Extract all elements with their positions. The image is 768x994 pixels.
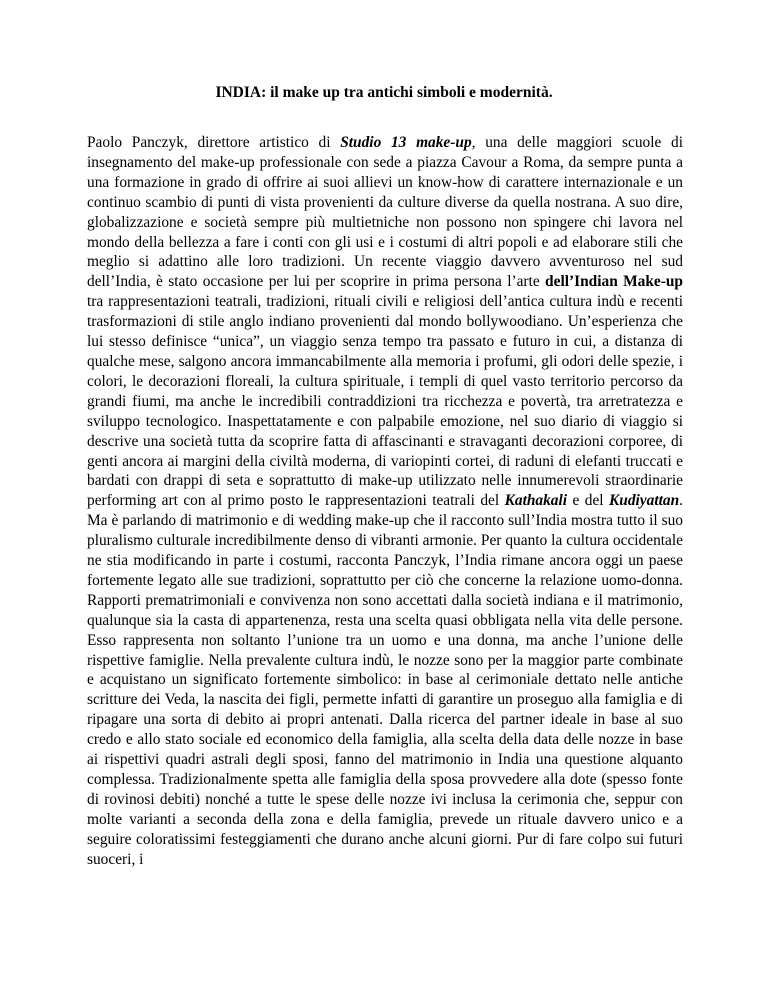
indian-makeup-emphasis: dell’Indian Make-up — [545, 273, 683, 291]
kudiyattan-term: Kudiyattan — [609, 492, 680, 510]
text-run: e del — [567, 492, 609, 510]
text-run: . Ma è parlando di matrimonio e di wedding make-up che il racconto sull’India mostra tutto il suo pluralismo culturale incredibilmente denso di vibranti armonie. Per quanto la cultura occidentale ne stia modificando in parte i costumi, racconta Panczyk, l’India rimane ancora oggi un paese fortemente legato alle sue tradizioni, soprattutto per ciò che concerne la relazione uomo-donna. Rapporti prematrimoniali e convivenza non sono accettati dalla società indiana e il matrimonio, qualunque sia la casta di appartenenza, resta una scelta quasi obbligata nella vita delle persone. Esso rappresenta non soltanto l’unione tra un uomo e una donna, ma anche l’unione delle rispettive famiglie. Nella prevalente cultura indù, le nozze sono per la maggior parte combinate e acquistano un significato fortemente simbolico: in base al cerimoniale dettato nelle antiche scritture dei Veda, la nascita dei figli, permette infatti di garantire un proseguo alla famiglia e di ripagare una sorta di debito ai propri antenati. Dalla ricerca del partner ideale in base al suo credo e allo stato sociale ed economico della famiglia, alla scelta della data delle nozze in base ai rispettivi quadri astrali degli sposi, fanno del matrimonio in India una questione alquanto complessa. Tradizionalmente spetta alle famiglia della sposa provvedere alla dote (spesso fonte di rovinosi debiti) nonché a tutte le spese delle nozze ivi inclusa la cerimonia che, seppur con molte varianti a seconda della zona e della famiglia, prevede un rituale davvero unico e a seguire coloratissimi festeggiamenti che durano anche alcuni giorni. Pur di fare colpo sui futuri suoceri, i — [87, 492, 683, 868]
text-run: tra rappresentazioni teatrali, tradizioni, rituali civili e religiosi dell’antica cultura indù e recenti trasformazioni di stile anglo indiano provenienti dal mondo bollywoodiano. Un’esperienza che lui stesso definisce “unica”, un viaggio senza tempo tra passato e futuro in cui, a distanza di qualche mese, salgono ancora immancabilmente alla memoria i profumi, gli odori delle spezie, i colori, le decorazioni floreali, la cultura spirituale, i templi di quel vasto territorio percorso da grandi fiumi, ma anche le incredibili contraddizioni tra ricchezza e povertà, tra arretratezza e sviluppo tecnologico. Inaspettatamente e con palpabile emozione, nel suo diario di viaggio si descrive una società tutta da scoprire fatta di affascinanti e stravaganti decorazioni corporee, di genti ancora ai margini della civiltà moderna, di variopinti cortei, di raduni di elefanti truccati e bardati con drappi di seta e soprattutto di make-up utilizzato nelle innumerevoli straordinarie performing art con al primo posto le rappresentazioni teatrali del — [87, 293, 683, 510]
text-run: Paolo Panczyk, direttore artistico di — [87, 134, 341, 151]
studio-name: Studio 13 make-up — [340, 134, 472, 151]
kathakali-term: Kathakali — [504, 492, 568, 510]
body-paragraph — [87, 133, 683, 870]
text-run: , una delle maggiori scuole di insegnamento del make-up professionale con sede a piazza Cavour a Roma, da sempre punta a una formazione in grado di offrire ai suoi allievi un know-how di carattere internazionale e un continuo scambio di punti di vista provenienti da culture diverse da quella nostrana. A suo dire, globalizzazione e società sempre più multietniche non possono non spingere chi lavora nel mondo della bellezza a fare i conti con gli usi e i costumi di altri popoli e ad elaborare stili che meglio si adattino alle loro tradizioni. Un recente viaggio davvero avventuroso nel sud dell’India, è stato occasione per lui per scoprire in prima persona l’arte — [87, 134, 683, 291]
document-title: INDIA: il make up tra antichi simboli e modernità. — [215, 84, 553, 101]
